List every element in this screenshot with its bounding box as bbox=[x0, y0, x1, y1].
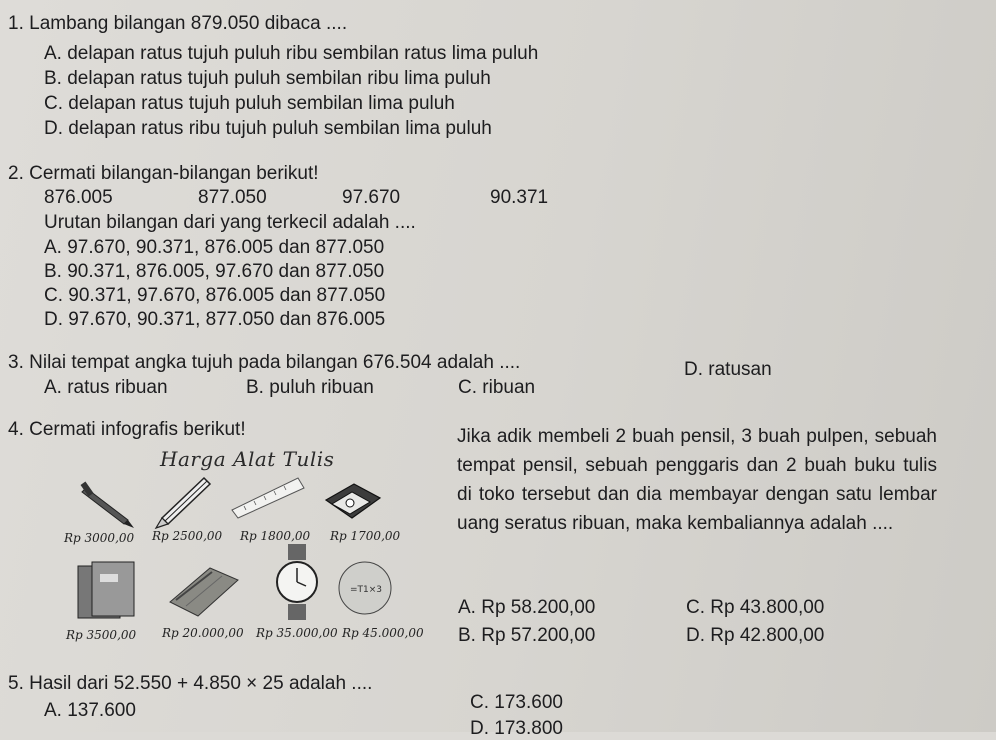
bleed-through bbox=[650, 69, 693, 90]
q5-option-c[interactable]: C. 173.600 bbox=[470, 692, 563, 713]
q5-option-a[interactable]: A. 137.600 bbox=[44, 700, 136, 721]
q4-option-d[interactable]: D. Rp 42.800,00 bbox=[686, 625, 825, 646]
pencil-icon bbox=[152, 474, 214, 530]
q3-option-d[interactable]: D. ratusan bbox=[684, 359, 772, 380]
q5-stem: 5. Hasil dari 52.550 + 4.850 × 25 adalah .... bbox=[8, 673, 373, 694]
watch-icon bbox=[274, 544, 320, 620]
q2-number-3: 97.670 bbox=[342, 187, 401, 208]
q2-option-b[interactable]: B. 90.371, 876.005, 97.670 dan 877.050 bbox=[44, 261, 385, 282]
price-calculator: Rp 45.000,00 bbox=[342, 626, 424, 640]
q4-option-b[interactable]: B. Rp 57.200,00 bbox=[458, 625, 596, 646]
q4-option-c[interactable]: C. Rp 43.800,00 bbox=[686, 597, 825, 618]
q1-option-b[interactable]: B. delapan ratus tujuh puluh sembilan ribu lima puluh bbox=[44, 68, 491, 89]
calculator-icon bbox=[336, 556, 394, 622]
q5-option-d[interactable]: D. 173.800 bbox=[470, 718, 563, 739]
pen-icon bbox=[80, 480, 140, 530]
q2-prompt: Urutan bilangan dari yang terkecil adalah .... bbox=[44, 212, 416, 233]
q3-option-a[interactable]: A. ratus ribuan bbox=[44, 377, 168, 398]
q1-option-c[interactable]: C. delapan ratus tujuh puluh sembilan lima puluh bbox=[44, 93, 455, 114]
price-sharpener: Rp 1700,00 bbox=[330, 529, 401, 543]
q3-stem: 3. Nilai tempat angka tujuh pada bilangan 676.504 adalah .... bbox=[8, 352, 521, 373]
q1-option-a[interactable]: A. delapan ratus tujuh puluh ribu sembilan ratus lima puluh bbox=[44, 43, 539, 64]
q3-option-b[interactable]: B. puluh ribuan bbox=[246, 377, 374, 398]
q2-option-c[interactable]: C. 90.371, 97.670, 876.005 dan 877.050 bbox=[44, 285, 386, 306]
q2-number-4: 90.371 bbox=[490, 187, 549, 208]
q2-number-2: 877.050 bbox=[198, 187, 267, 208]
q2-option-d[interactable]: D. 97.670, 90.371, 877.050 dan 876.005 bbox=[44, 309, 386, 330]
svg-text:=T1×3: =T1×3 bbox=[350, 585, 383, 595]
q4-problem-text: Jika adik membeli 2 buah pensil, 3 buah pulpen, sebuah tempat pensil, sebuah penggaris dan 2 buah buku tulis di toko tersebut dan dia membayar dengan satu lembar uang seratus ribuan, maka kembaliannya adalah .... bbox=[457, 426, 937, 534]
price-notebook: Rp 3500,00 bbox=[66, 628, 137, 642]
q2-option-a[interactable]: A. 97.670, 90.371, 876.005 dan 877.050 bbox=[44, 237, 385, 258]
price-pencil-case: Rp 20.000,00 bbox=[162, 626, 244, 640]
q2-number-1: 876.005 bbox=[44, 187, 113, 208]
pencil-case-icon bbox=[166, 562, 242, 620]
q2-stem: 2. Cermati bilangan-bilangan berikut! bbox=[8, 163, 319, 184]
price-pencil: Rp 2500,00 bbox=[152, 529, 223, 543]
q3-option-c[interactable]: C. ribuan bbox=[458, 377, 536, 398]
q4-option-a[interactable]: A. Rp 58.200,00 bbox=[458, 597, 596, 618]
q1-option-d[interactable]: D. delapan ratus ribu tujuh puluh sembilan lima puluh bbox=[44, 118, 492, 139]
ruler-icon bbox=[228, 470, 308, 520]
notebook-icon bbox=[74, 560, 140, 622]
price-ruler: Rp 1800,00 bbox=[240, 529, 311, 543]
q4-stem: 4. Cermati infografis berikut! bbox=[8, 419, 246, 440]
price-pen: Rp 3000,00 bbox=[64, 531, 135, 545]
q1-stem: 1. Lambang bilangan 879.050 dibaca .... bbox=[8, 13, 348, 34]
infographic-title: Harga Alat Tulis bbox=[160, 447, 335, 471]
price-watch: Rp 35.000,00 bbox=[256, 626, 338, 640]
sharpener-icon bbox=[320, 478, 386, 526]
